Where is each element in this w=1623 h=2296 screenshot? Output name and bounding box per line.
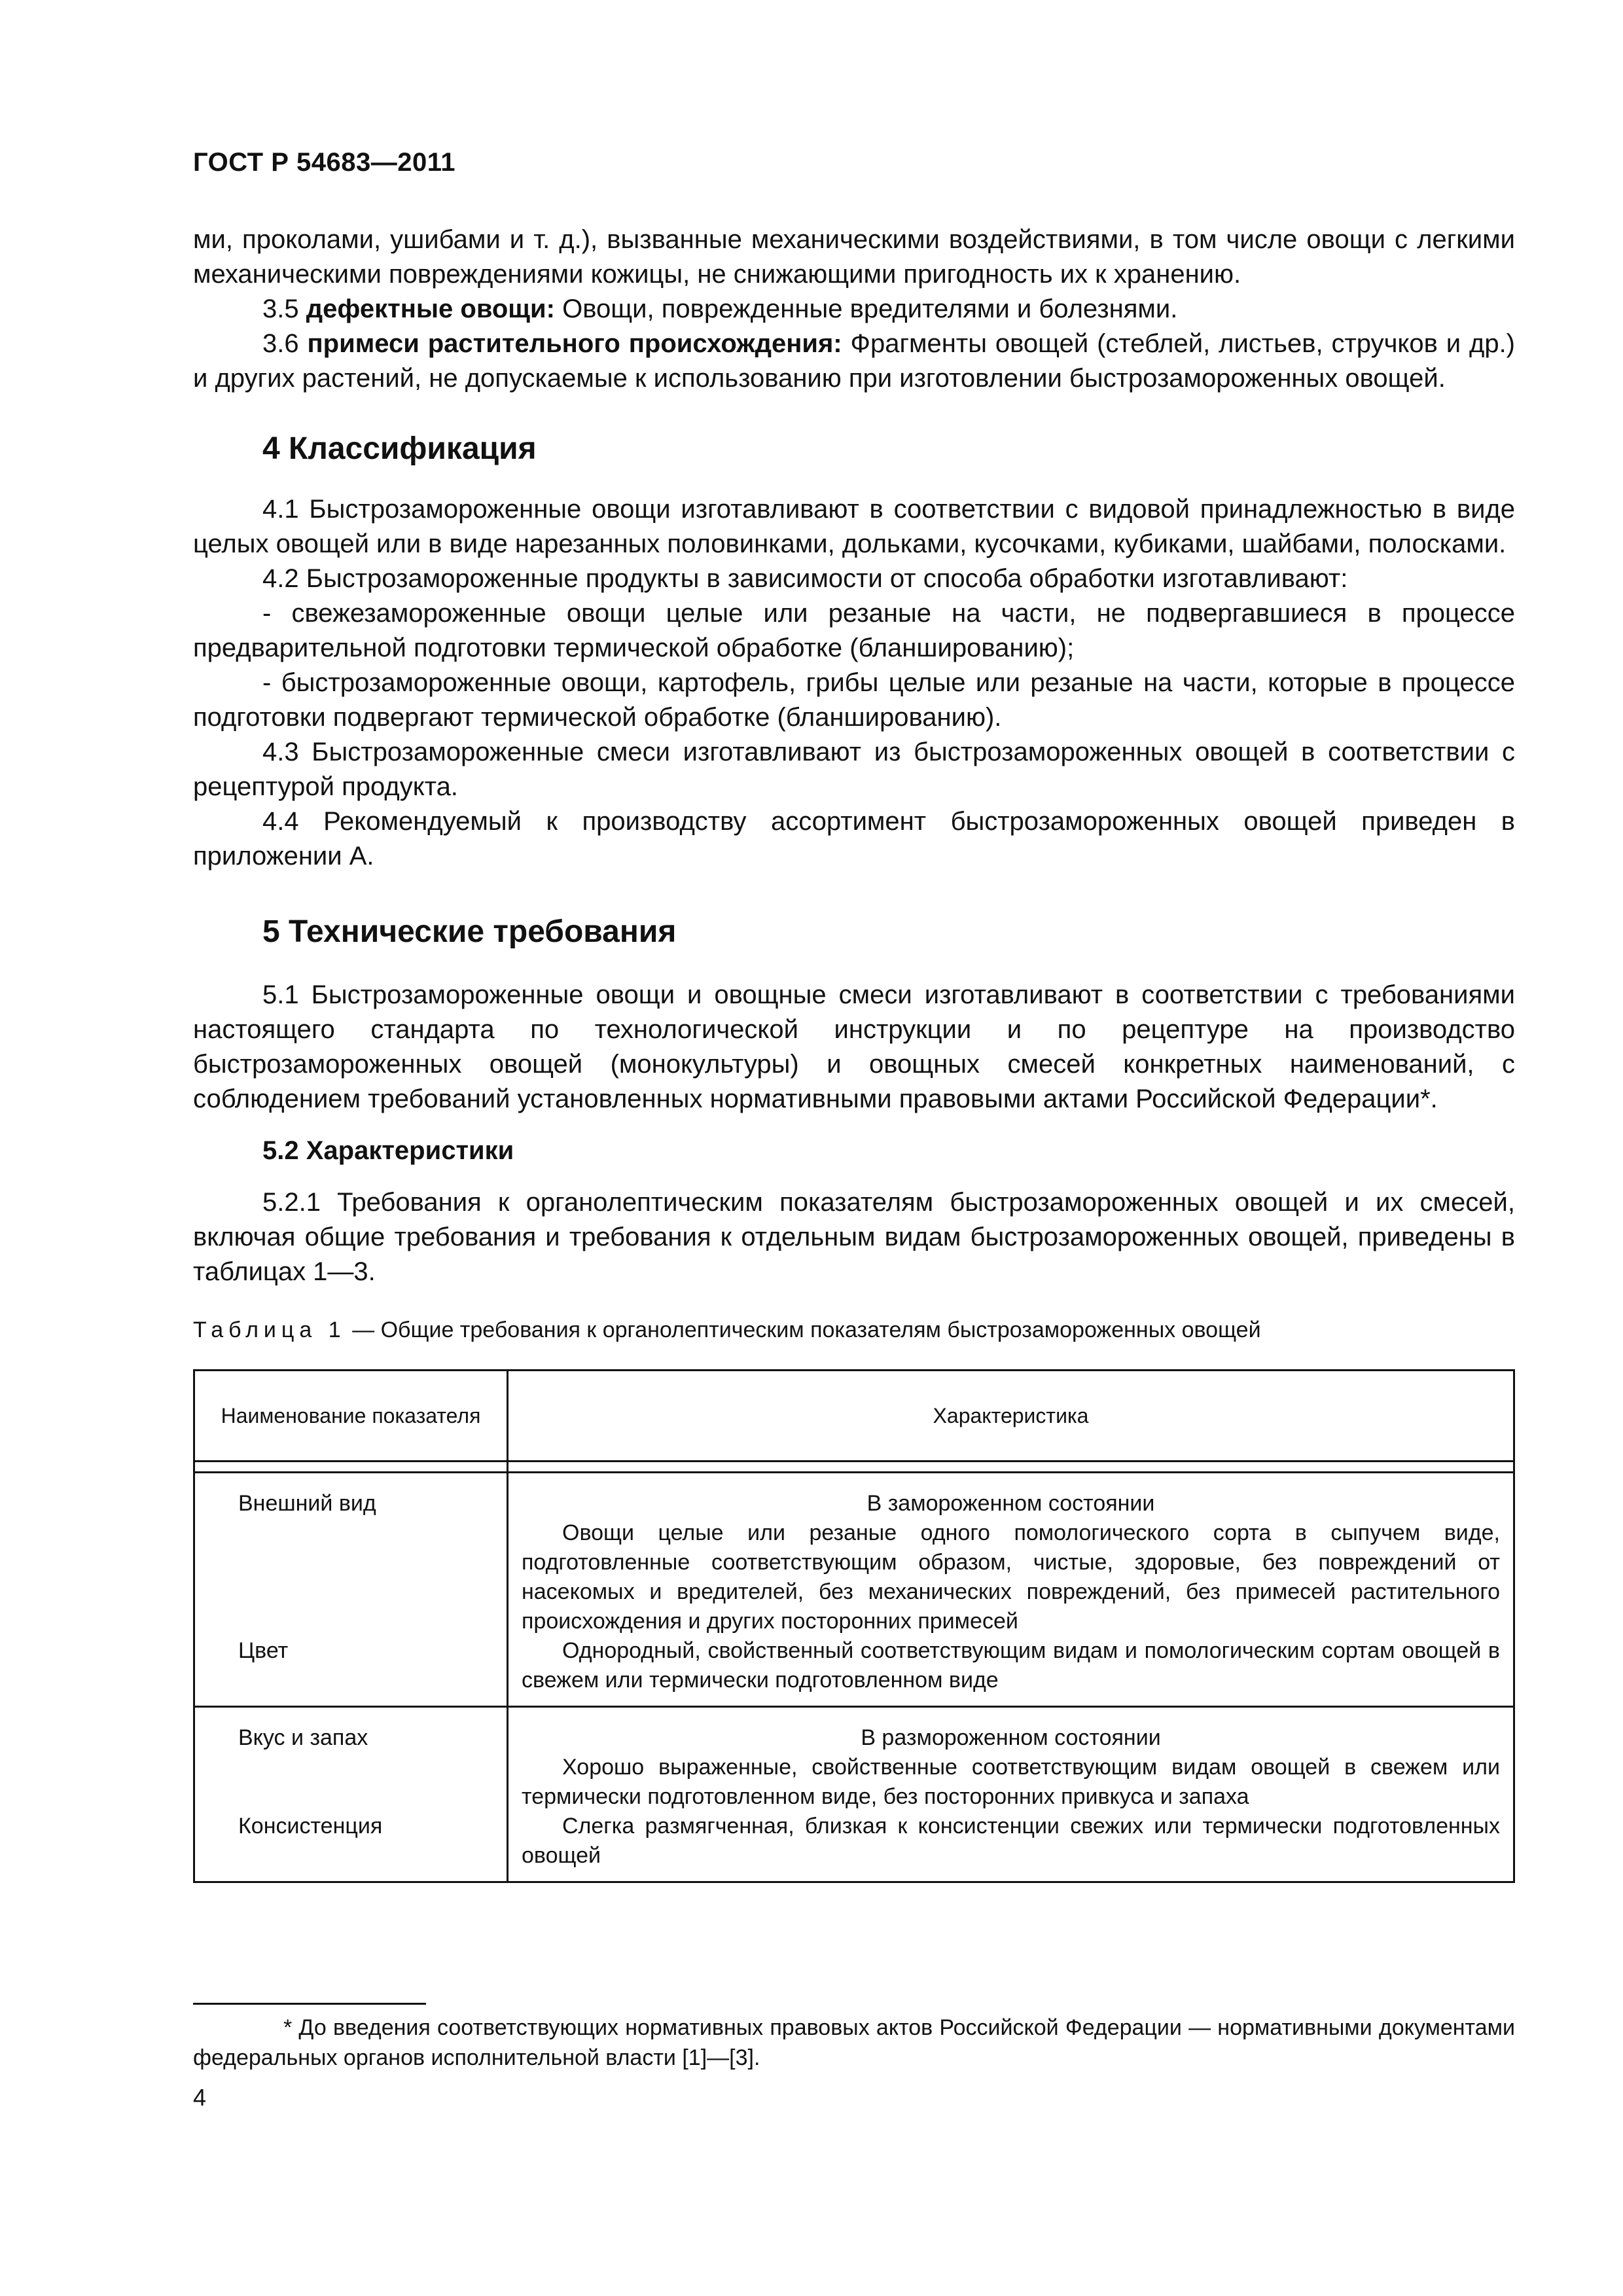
section-4-heading: 4 Классификация bbox=[262, 431, 537, 466]
table-caption bbox=[193, 1316, 1515, 1344]
table-caption-label: Таблица 1 bbox=[193, 1318, 346, 1342]
list-item-quick-frozen: - быстрозамороженные овощи, картофель, грибы целые или резаные на части, которые в процессе подготовки подвергают термической обработке (бланшированию). bbox=[193, 668, 1515, 732]
paragraph-3-6: 3.6 примеси растительного происхождения: Фрагменты овощей (стеблей, листьев, стручков и др.) и других растений, не допускаемые к использованию при изготовлении быстрозамороженных овощей. bbox=[193, 329, 1516, 393]
indicator-cell bbox=[194, 1473, 508, 1707]
standard-header: ГОСТ Р 54683—2011 bbox=[193, 148, 455, 177]
state-frozen-heading: В замороженном состоянии bbox=[866, 1491, 1155, 1516]
appearance-description: Овощи целые или резаные одного помологического сорта в сыпучем виде, подготовленные соответствующим образом, чистые, здоровые, без повреждений от насекомых и вредителей, без механических повреждений, без примесей растительного происхождения и других посторонних примесей bbox=[522, 1520, 1500, 1634]
column-header-indicator: Наименование показателя bbox=[194, 1371, 508, 1462]
indicator-appearance: Внешний вид bbox=[238, 1491, 376, 1516]
indicator-color: Цвет bbox=[238, 1638, 289, 1663]
term-defective-vegetables: дефектные овощи: bbox=[306, 295, 555, 323]
taste-description: Хорошо выраженные, свойственные соответствующим видам овощей в свежем или термически подготовленном виде, без посторонних привкуса и запаха bbox=[522, 1755, 1500, 1809]
table-header-row bbox=[194, 1371, 1514, 1462]
section-5-heading: 5 Технические требования bbox=[262, 914, 677, 949]
footnote-divider bbox=[193, 2003, 426, 2005]
color-description: Однородный, свойственный соответствующим видам и помологическим сортам овощей в свежем или термически подготовленном виде bbox=[522, 1638, 1500, 1693]
section-5-2-heading: 5.2 Характеристики bbox=[262, 1136, 514, 1165]
indicator-cell bbox=[194, 1707, 508, 1882]
header-separator bbox=[194, 1462, 1514, 1473]
consistency-description: Слегка размягченная, близкая к консистенции свежих или термически подготовленных овощей bbox=[522, 1814, 1500, 1868]
paragraph-3-5: 3.5 дефектные овощи: Овощи, поврежденные вредителями и болезнями. bbox=[262, 295, 1178, 323]
paragraph-5-2-1: 5.2.1 Требования к органолептическим показателям быстрозамороженных овощей и их смесей, включая общие требования и требования к отдельным видам быстрозамороженных овощей, приведены в таблицах 1—3. bbox=[193, 1188, 1515, 1286]
footnote: * До введения соответствующих нормативных правовых актов Российской Федерации — нормативными документами федеральных органов исполнительной власти [1]—[3]. bbox=[193, 2015, 1515, 2070]
column-header-characteristic: Характеристика bbox=[508, 1371, 1514, 1462]
indicator-consistency: Консистенция bbox=[238, 1814, 383, 1839]
indicator-taste-smell: Вкус и запах bbox=[238, 1725, 368, 1750]
paragraph-4-3: 4.3 Быстрозамороженные смеси изготавливают из быстрозамороженных овощей в соответствии с рецептурой продукта. bbox=[193, 738, 1515, 801]
requirements-table bbox=[193, 1369, 1515, 1883]
document-page bbox=[193, 0, 1515, 2296]
paragraph-continuation: ми, проколами, ушибами и т. д.), вызванные механическими воздействиями, в том числе овощи с легкими механическими повреждениями кожицы, не снижающими пригодность их к хранению. bbox=[193, 225, 1515, 289]
body-text bbox=[193, 223, 1515, 1883]
paragraph-5-1: 5.1 Быстрозамороженные овощи и овощные смеси изготавливают в соответствии с требованиями настоящего стандарта по технологической инструкции и по рецептуре на производство быстрозамороженных овощей (монокультуры) и овощных смесей конкретных наименований, с соблюдением требований установленных нормативными правовыми актами Российской Федерации*. bbox=[193, 980, 1515, 1113]
table-row bbox=[194, 1473, 1514, 1707]
paragraph-4-1: 4.1 Быстрозамороженные овощи изготавливают в соответствии с видовой принадлежностью в виде целых овощей или в виде нарезанных половинками, дольками, кусочками, кубиками, шайбами, полосками. bbox=[193, 495, 1515, 558]
list-item-fresh-frozen: - свежезамороженные овощи целые или резаные на части, не подвергавшиеся в процессе предварительной подготовки термической обработке (бланшированию); bbox=[193, 599, 1515, 662]
page-number: 4 bbox=[193, 2084, 207, 2111]
term-plant-impurities: примеси растительного происхождения: bbox=[307, 329, 842, 358]
state-thawed-heading: В размороженном состоянии bbox=[861, 1725, 1161, 1750]
paragraph-4-2: 4.2 Быстрозамороженные продукты в зависимости от способа обработки изготавливают: bbox=[262, 564, 1348, 593]
characteristic-cell bbox=[508, 1707, 1514, 1882]
table-row bbox=[194, 1707, 1514, 1882]
characteristic-cell bbox=[508, 1473, 1514, 1707]
paragraph-4-4: 4.4 Рекомендуемый к производству ассортимент быстрозамороженных овощей приведен в приложении А. bbox=[193, 807, 1515, 870]
table-caption-text: — Общие требования к органолептическим показателям быстрозамороженных овощей bbox=[346, 1318, 1261, 1342]
